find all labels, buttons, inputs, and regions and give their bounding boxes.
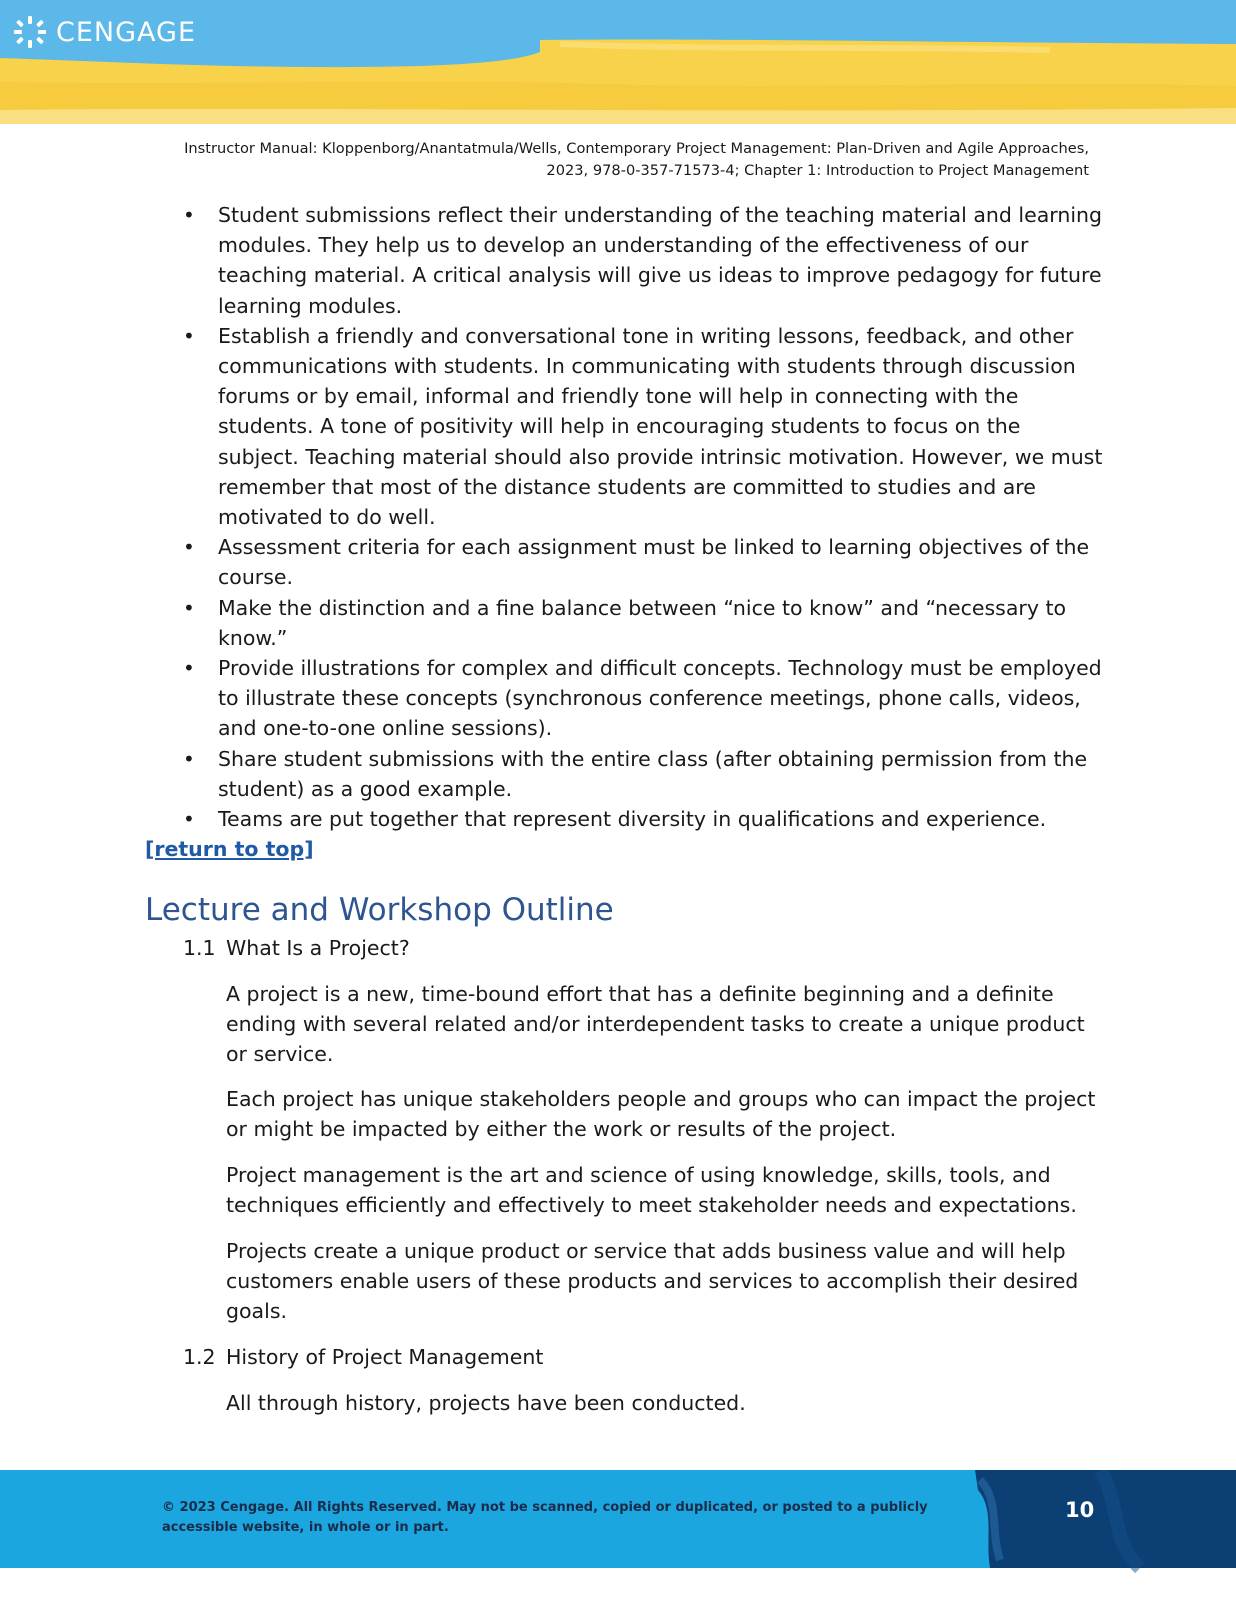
running-head-line-2: 2023, 978-0-357-71573-4; Chapter 1: Introduction to Project Management: [546, 162, 1089, 179]
list-item-text: Student submissions reflect their understanding of the teaching material and learning modules. They help us to develop an understanding of the effectiveness of our teaching material. A critical analysis will give us ideas to improve pedagogy for future learning modules.: [218, 203, 1103, 318]
running-head-line-1: Instructor Manual: Kloppenborg/Anantatmula/Wells, Contemporary Project Management: Plan-Driven and Agile Approaches,: [184, 140, 1089, 157]
list-item-text: Establish a friendly and conversational tone in writing lessons, feedback, and other communications with students. In communicating with students through discussion forums or by email, informal and friendly tone will help in connecting with the students. A tone of positivity will help in encouraging students to focus on the subject. Teaching material should also provide intrinsic motivation. However, we must remember that most of the distance students are committed to studies and are motivated to do well.: [218, 323, 1103, 530]
copyright-notice: © 2023 Cengage. All Rights Reserved. May not be scanned, copied or duplicated, or posted to a publicly accessible website, in whole or in part.: [162, 1500, 928, 1535]
footer-banner: [0, 1470, 1236, 1574]
bullet-icon: •: [183, 535, 195, 560]
list-item: [183, 653, 1103, 744]
bullet-icon: •: [183, 203, 195, 227]
bullet-icon: •: [183, 595, 195, 620]
page-number: 10: [1065, 1498, 1095, 1522]
section-heading: Lecture and Workshop Outline: [145, 892, 614, 928]
subsection-heading-1-1: [183, 933, 410, 963]
list-item-text: Make the distinction and a fine balance between “nice to know” and “necessary to know.”: [218, 595, 1067, 650]
list-item: [183, 744, 1103, 804]
paragraph: All through history, projects have been conducted.: [226, 1391, 746, 1415]
bullet-icon: •: [183, 807, 195, 832]
bullet-icon: •: [183, 323, 195, 348]
bullet-icon: •: [183, 656, 195, 681]
paragraph: Project management is the art and science of using knowledge, skills, tools, and techniques efficiently and effectively to meet stakeholder needs and expectations.: [226, 1163, 1077, 1218]
list-item-text: Teams are put together that represent diversity in qualifications and experience.: [218, 807, 1047, 832]
list-item: [183, 593, 1103, 653]
subsection-title: History of Project Management: [226, 1345, 544, 1369]
paragraph: A project is a new, time-bound effort that has a definite beginning and a definite ending with several related and/or interdependent tasks to create a unique product or service.: [226, 982, 1085, 1067]
running-head: [109, 138, 1089, 182]
subsection-number: 1.2: [183, 1345, 216, 1369]
cengage-logo: [12, 14, 196, 50]
paragraph: Each project has unique stakeholders people and groups who can impact the project or might be impacted by either the work or results of the project.: [226, 1087, 1096, 1142]
list-item: [183, 321, 1103, 532]
list-item: [183, 532, 1103, 592]
subsection-heading-1-2: [183, 1342, 543, 1372]
bullet-icon: •: [183, 746, 195, 771]
brand-name: CENGAGE: [56, 16, 197, 48]
list-item: [183, 804, 1103, 834]
header-banner: [0, 0, 1236, 124]
cengage-logo-icon: [12, 14, 48, 50]
subsection-title: What Is a Project?: [226, 936, 410, 960]
bullet-list: [183, 200, 1103, 834]
subsection-number: 1.1: [183, 936, 216, 960]
return-to-top-link[interactable]: [return to top]: [145, 837, 314, 861]
list-item-text: Share student submissions with the entire class (after obtaining permission from the student) as a good example.: [218, 746, 1088, 801]
paragraph: Projects create a unique product or service that adds business value and will help customers enable users of these products and services to accomplish their desired goals.: [226, 1239, 1079, 1324]
list-item-text: Provide illustrations for complex and difficult concepts. Technology must be employed to illustrate these concepts (synchronous conference meetings, phone calls, videos, and one-to-one online sessions).: [218, 656, 1102, 741]
list-item-text: Assessment criteria for each assignment must be linked to learning objectives of the course.: [218, 535, 1090, 590]
list-item: [183, 200, 1103, 321]
